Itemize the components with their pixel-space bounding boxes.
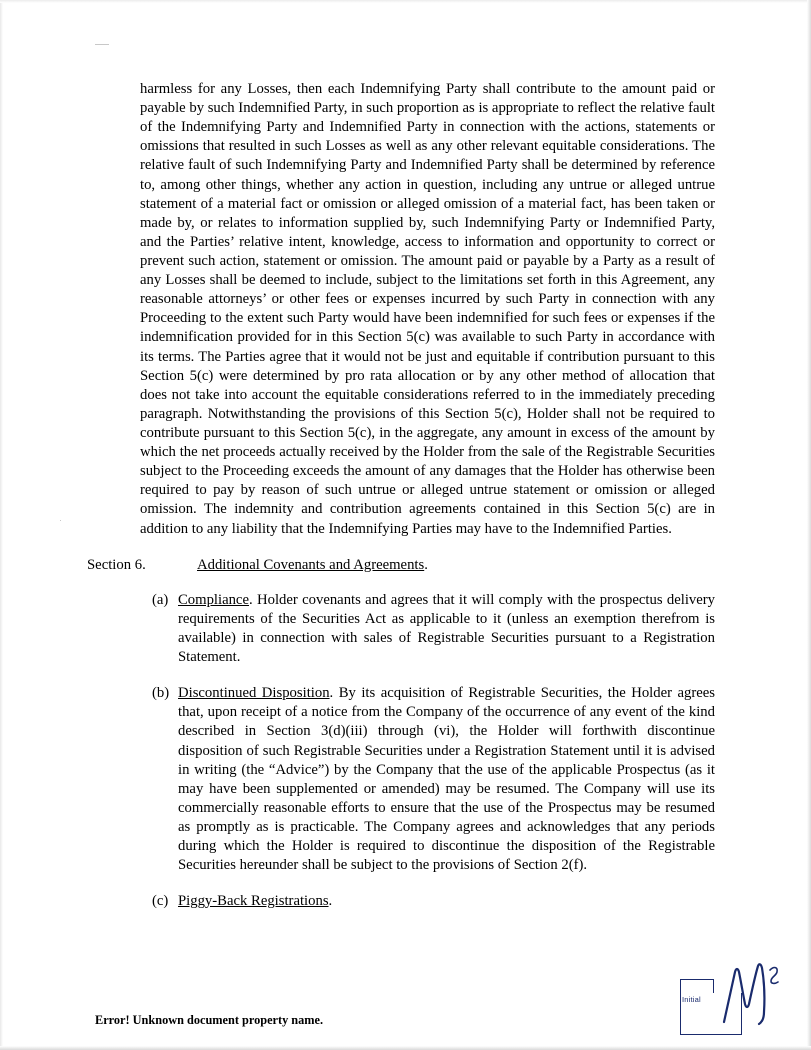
footer-error-text: Error! Unknown document property name. bbox=[95, 1013, 324, 1027]
page-edge-top bbox=[0, 0, 811, 3]
clause-text bbox=[178, 684, 715, 875]
clause-a bbox=[152, 591, 715, 667]
section-heading bbox=[87, 556, 715, 575]
section-title-suffix: . bbox=[424, 556, 428, 573]
clause-body: . Holder covenants and agrees that it will comply with the prospectus delivery requirements of the Securities Act as applicable to it (unless an exemption therefrom is available) in connection with sales of Registrable Securities pursuant to a Registration Statement. bbox=[178, 591, 715, 666]
section-number: Section 6. bbox=[87, 556, 146, 573]
page-edge-bottom bbox=[0, 1046, 811, 1050]
clause-letter: (a) bbox=[152, 591, 169, 608]
continued-paragraph: harmless for any Losses, then each Indemnifying Party shall contribute to the amount paid or payable by such Indemnified Party, in such proportion as is appropriate to reflect the relative fault of the Indemnifying Party and Indemnified Party in connection with the actions, statements or omissions that resulted in such Losses as well as any other relevant equitable considerations. The relative fault of such Indemnifying Party and Indemnified Party shall be determined by reference to, among other things, whether any action in question, including any untrue or alleged untrue statement of a material fact or omission or alleged omission of a material fact, has been taken or made by, or relates to information supplied by, such Indemnifying Party or Indemnified Party, and the Parties’ relative intent, knowledge, access to information and opportunity to correct or prevent such action, statement or omission. The amount paid or payable by a Party as a result of any Losses shall be deemed to include, subject to the limitations set forth in this Agreement, any reasonable attorneys’ or other fees or expenses incurred by such Party in connection with any Proceeding to the extent such Party would have been indemnified for such fees or expenses if the indemnification provided for in this Section 5(c) was available to such Party in accordance with its terms. The Parties agree that it would not be just and equitable if contribution pursuant to this Section 5(c) were determined by pro rata allocation or by any other method of allocation that does not take into account the equitable considerations referred to in the immediately preceding paragraph. Notwithstanding the provisions of this Section 5(c), Holder shall not be required to contribute pursuant to this Section 5(c), in the aggregate, any amount in excess of the amount by which the net proceeds actually received by the Holder from the sale of the Registrable Securities subject to the Proceeding exceeds the amount of any damages that the Holder has otherwise been required to pay by reason of such untrue or alleged untrue statement or omission or alleged omission. The indemnity and contribution agreements contained in this Section 5(c) are in addition to any liability that the Indemnifying Parties may have to the Indemnified Parties. bbox=[140, 81, 715, 537]
initial-stamp-label: Initial bbox=[682, 995, 701, 1004]
initial-stamp-tab bbox=[680, 979, 714, 993]
section-title: Additional Covenants and Agreements bbox=[197, 556, 425, 573]
clause-heading: Compliance bbox=[178, 591, 249, 608]
page-edge-right bbox=[807, 0, 811, 1050]
clause-text bbox=[178, 591, 715, 667]
clause-heading: Piggy-Back Registrations bbox=[178, 893, 329, 910]
scan-artifact bbox=[95, 44, 109, 45]
clause-letter: (c) bbox=[152, 893, 169, 910]
scan-artifact bbox=[60, 520, 61, 521]
clause-body: . bbox=[328, 893, 333, 910]
clause-b bbox=[152, 684, 715, 875]
clause-heading: Discontinued Disposition bbox=[178, 685, 330, 702]
clause-text bbox=[178, 892, 715, 911]
clause-letter: (b) bbox=[152, 685, 170, 702]
document-body bbox=[87, 80, 715, 928]
clause-c bbox=[152, 892, 715, 911]
clause-body: . By its acquisition of Registrable Securities, the Holder agrees that, upon receipt of a notice from the Company of the occurrence of any event of the kind described in Section 3(d)(iii) through (vi), the Holder will forthwith discontinue disposition of such Registrable Securities under a Registration Statement until it is advised in writing (the “Advice”) by the Company that the use of the applicable Prospectus (as it may have been supplemented or amended) may be resumed. The Company will use its commercially reasonable efforts to ensure that the use of the Prospectus may be resumed as promptly as is practicable. The Company agrees and acknowledges that any periods during which the Holder is required to discontinue the disposition of the Registrable Securities hereunder shall be subject to the provisions of Section 2(f). bbox=[178, 685, 715, 874]
page-edge-left bbox=[0, 0, 3, 1050]
